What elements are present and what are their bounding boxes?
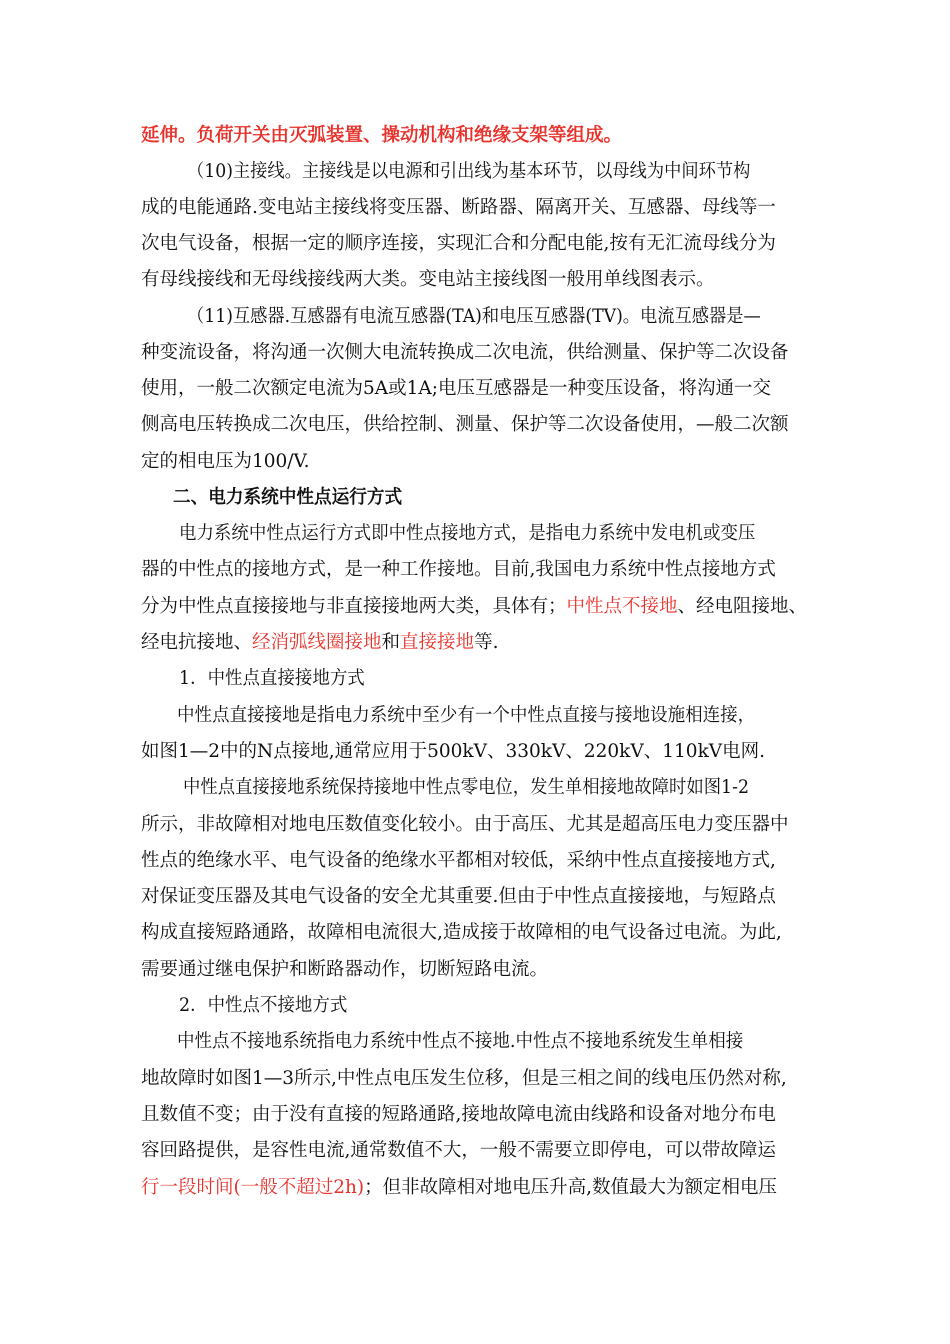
- text-segment: 电力系统中性点运行方式即中性点接地方式，是指电力系统中发电机或变压: [179, 523, 756, 544]
- text-line: [141, 813, 821, 837]
- text-segment: 性点的绝缘水平、电气设备的绝缘水平都相对较低，采纳中性点直接接地方式,: [141, 850, 776, 871]
- text-line: [141, 341, 821, 365]
- text-line: [141, 958, 821, 982]
- text-line: [141, 558, 821, 582]
- text-line: [141, 921, 821, 945]
- text-line: [141, 377, 821, 401]
- text-segment: （11)互感器.互感器有电流互感器(TA)和电压互感器(TV)。电流互感器是—: [187, 306, 761, 327]
- text-line: [173, 486, 821, 510]
- highlighted-text: 中性点不接地: [566, 596, 678, 617]
- text-line: [177, 1030, 821, 1054]
- text-segment: 且数值不变；由于没有直接的短路通路,接地故障电流由线路和设备对地分布电: [141, 1104, 776, 1125]
- text-line: [141, 1067, 821, 1091]
- text-segment: 种变流设备，将沟通一次侧大电流转换成二次电流，供给测量、保护等二次设备: [141, 342, 789, 363]
- text-segment: 成的电能通路.变电站主接线将变压器、断路器、隔离开关、互感器、母线等一: [141, 197, 776, 218]
- text-segment: 中性点直接接地是指电力系统中至少有一个中性点直接与接地设施相连接，: [177, 705, 756, 726]
- highlighted-text: 经消弧线圈接地: [252, 632, 382, 653]
- text-segment: 1．中性点直接接地方式: [179, 668, 365, 689]
- text-segment: 等.: [474, 632, 499, 653]
- text-line: [141, 849, 821, 873]
- text-line: [141, 124, 821, 148]
- text-line: [141, 1103, 821, 1127]
- text-segment: 使用，一般二次额定电流为5A或1A;电压互感器是一种变压设备，将沟通一交: [141, 378, 771, 399]
- text-segment: 次电气设备，根据一定的顺序连接，实现汇合和分配电能,按有无汇流母线分为: [141, 233, 776, 254]
- text-segment: 经电抗接地、: [141, 632, 253, 653]
- text-segment: 2．中性点不接地方式: [179, 995, 348, 1016]
- text-segment: 、经电阻接地、: [677, 596, 808, 617]
- text-segment: 构成直接短路通路，故障相电流很大,造成接于故障相的电气设备过电流。为此,: [141, 922, 782, 943]
- text-segment: 地故障时如图1—3所示,中性点电压发生位移，但是三相之间的线电压仍然对称,: [141, 1068, 787, 1089]
- text-segment: 对保证变压器及其电气设备的安全尤其重要.但由于中性点直接接地，与短路点: [141, 886, 776, 907]
- text-line: [141, 740, 821, 764]
- text-segment: 和: [381, 632, 401, 653]
- text-segment: 容回路提供，是容性电流,通常数值不大，一般不需要立即停电，可以带故障运: [141, 1140, 776, 1161]
- text-segment: 中性点不接地系统指电力系统中性点不接地.中性点不接地系统发生单相接: [177, 1031, 744, 1052]
- text-line: [177, 704, 821, 728]
- text-segment: ；但非故障相对地电压升高,数值最大为额定相电压: [364, 1177, 778, 1198]
- text-line: [179, 522, 821, 546]
- text-segment: 有母线接线和无母线接线两大类。变电站主接线图一般用单线图表示。: [141, 269, 715, 290]
- text-line: [187, 160, 821, 184]
- text-line: [179, 667, 821, 691]
- text-line: [187, 305, 821, 329]
- highlighted-text: 行一段时间(一般不超过2h): [141, 1177, 365, 1198]
- text-line: [141, 885, 821, 909]
- text-line: [141, 595, 821, 619]
- text-segment: 所示，非故障相对地电压数值变化较小。由于高压、尤其是超高压电力变压器中: [141, 814, 789, 835]
- text-line: [141, 196, 821, 220]
- text-segment: 需要通过继电保护和断路器动作，切断短路电流。: [141, 959, 549, 980]
- text-segment: 侧高电压转换成二次电压，供给控制、测量、保护等二次设备使用，—般二次额: [141, 414, 789, 435]
- text-line: [141, 1139, 821, 1163]
- text-line: [141, 232, 821, 256]
- text-line: [141, 450, 821, 474]
- highlighted-text: 延伸。负荷开关由灭弧装置、操动机构和绝缘支架等组成。: [141, 125, 623, 146]
- text-line: [141, 1176, 821, 1200]
- text-segment: 器的中性点的接地方式，是一种工作接地。目前,我国电力系统中性点接地方式: [141, 559, 776, 580]
- text-segment: 定的相电压为100/V.: [141, 451, 310, 472]
- text-segment: 分为中性点直接接地与非直接接地两大类，具体有；: [141, 596, 567, 617]
- text-line: [141, 631, 821, 655]
- text-segment: 如图1—2中的N点接地,通常应用于500kV、330kV、220kV、110kV电网.: [141, 741, 766, 762]
- text-line: [141, 268, 821, 292]
- text-segment: 二、电力系统中性点运行方式: [173, 487, 403, 508]
- text-line: [183, 776, 821, 800]
- text-line: [141, 413, 821, 437]
- highlighted-text: 直接接地: [400, 632, 475, 653]
- text-segment: 中性点直接接地系统保持接地中性点零电位，发生单相接地故障时如图1-2: [183, 777, 750, 798]
- text-segment: （10)主接线。主接线是以电源和引出线为基本环节，以母线为中间环节构: [187, 161, 751, 182]
- text-line: [179, 994, 821, 1018]
